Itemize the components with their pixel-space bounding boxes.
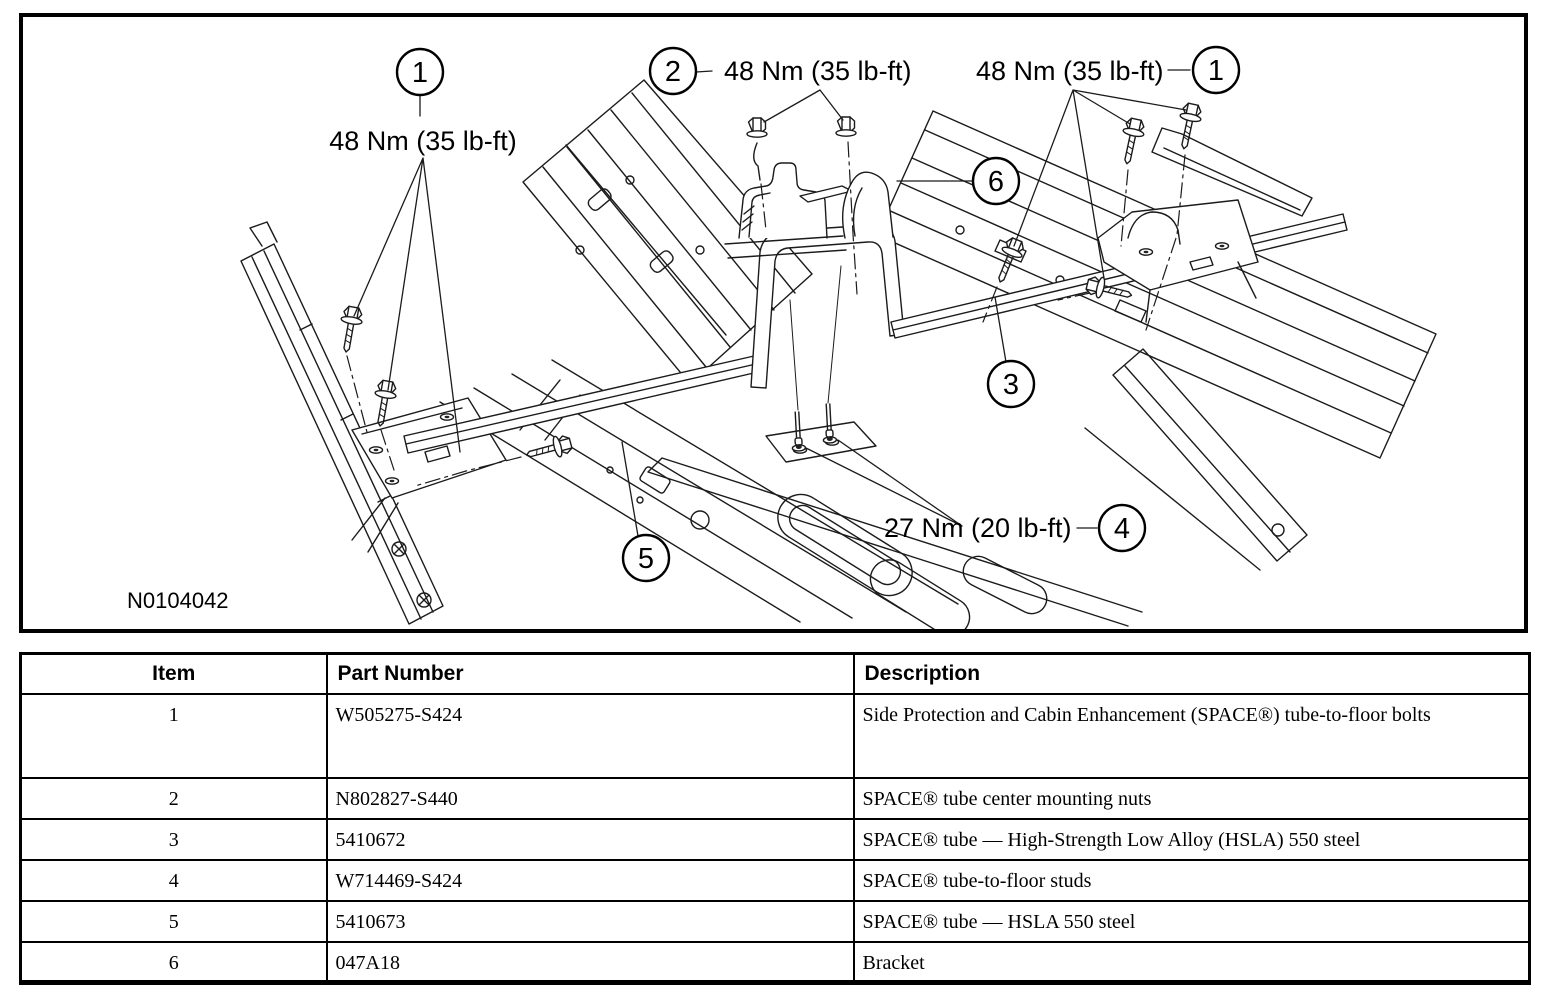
part-number-cell: 5410672 [327,819,854,860]
description-cell: SPACE® tube — High-Strength Low Alloy (HSLA) 550 steel [854,819,1530,860]
torque-label-bolts-left: 48 Nm (35 lb-ft) [329,126,517,156]
item-cell: 2 [21,778,327,819]
figure-id: N0104042 [127,588,229,613]
svg-text:2: 2 [664,56,682,88]
callout-3 [988,361,1034,407]
table-row [21,860,1530,901]
callout-2 [650,48,696,94]
center-mounting-nuts [747,117,856,137]
description-cell: SPACE® tube — HSLA 550 steel [854,901,1530,942]
svg-text:3: 3 [1002,369,1020,401]
part-number-cell: 5410673 [327,901,854,942]
description-cell: Bracket [854,942,1530,983]
callout-6 [973,158,1019,204]
svg-text:6: 6 [987,166,1005,198]
part-number-cell: 047A18 [327,942,854,983]
part-number-cell: W714469-S424 [327,860,854,901]
description-cell: SPACE® tube-to-floor studs [854,860,1530,901]
svg-text:1: 1 [1207,55,1225,87]
table-row [21,819,1530,860]
item-cell: 3 [21,819,327,860]
parts-table-header-row [21,654,1530,694]
callout-5 [623,535,669,581]
torque-label-bolts-right: 48 Nm (35 lb-ft) [976,56,1164,86]
parts-table [19,652,1531,985]
rear-floor-rail [648,349,1307,626]
item-cell: 6 [21,942,327,983]
svg-text:1: 1 [411,57,429,89]
table-row [21,778,1530,819]
callout-1-right [1193,47,1239,93]
svg-text:5: 5 [637,543,655,575]
callout-1-left [397,49,443,95]
description-cell: SPACE® tube center mounting nuts [854,778,1530,819]
table-row [21,694,1530,778]
item-cell: 1 [21,694,327,778]
item-cell: 5 [21,901,327,942]
col-header-part-number: Part Number [327,654,854,694]
torque-label-nuts-center: 48 Nm (35 lb-ft) [724,56,912,86]
svg-text:4: 4 [1113,513,1131,545]
table-row [21,942,1530,983]
lower-floor-ribs [440,360,977,629]
torque-label-studs: 27 Nm (20 lb-ft) [884,513,1072,543]
rear-tube-bracket [1098,200,1258,322]
center-hoop [751,225,904,388]
col-header-description: Description [854,654,1530,694]
part-number-cell: N802827-S440 [327,778,854,819]
callout-4 [1099,505,1145,551]
item-cell: 4 [21,860,327,901]
col-header-item: Item [21,654,327,694]
table-row [21,901,1530,942]
diagram-panel [19,13,1528,633]
exploded-view-diagram [23,17,1524,629]
description-cell: Side Protection and Cabin Enhancement (SPACE®) tube-to-floor bolts [854,694,1530,778]
part-number-cell: W505275-S424 [327,694,854,778]
